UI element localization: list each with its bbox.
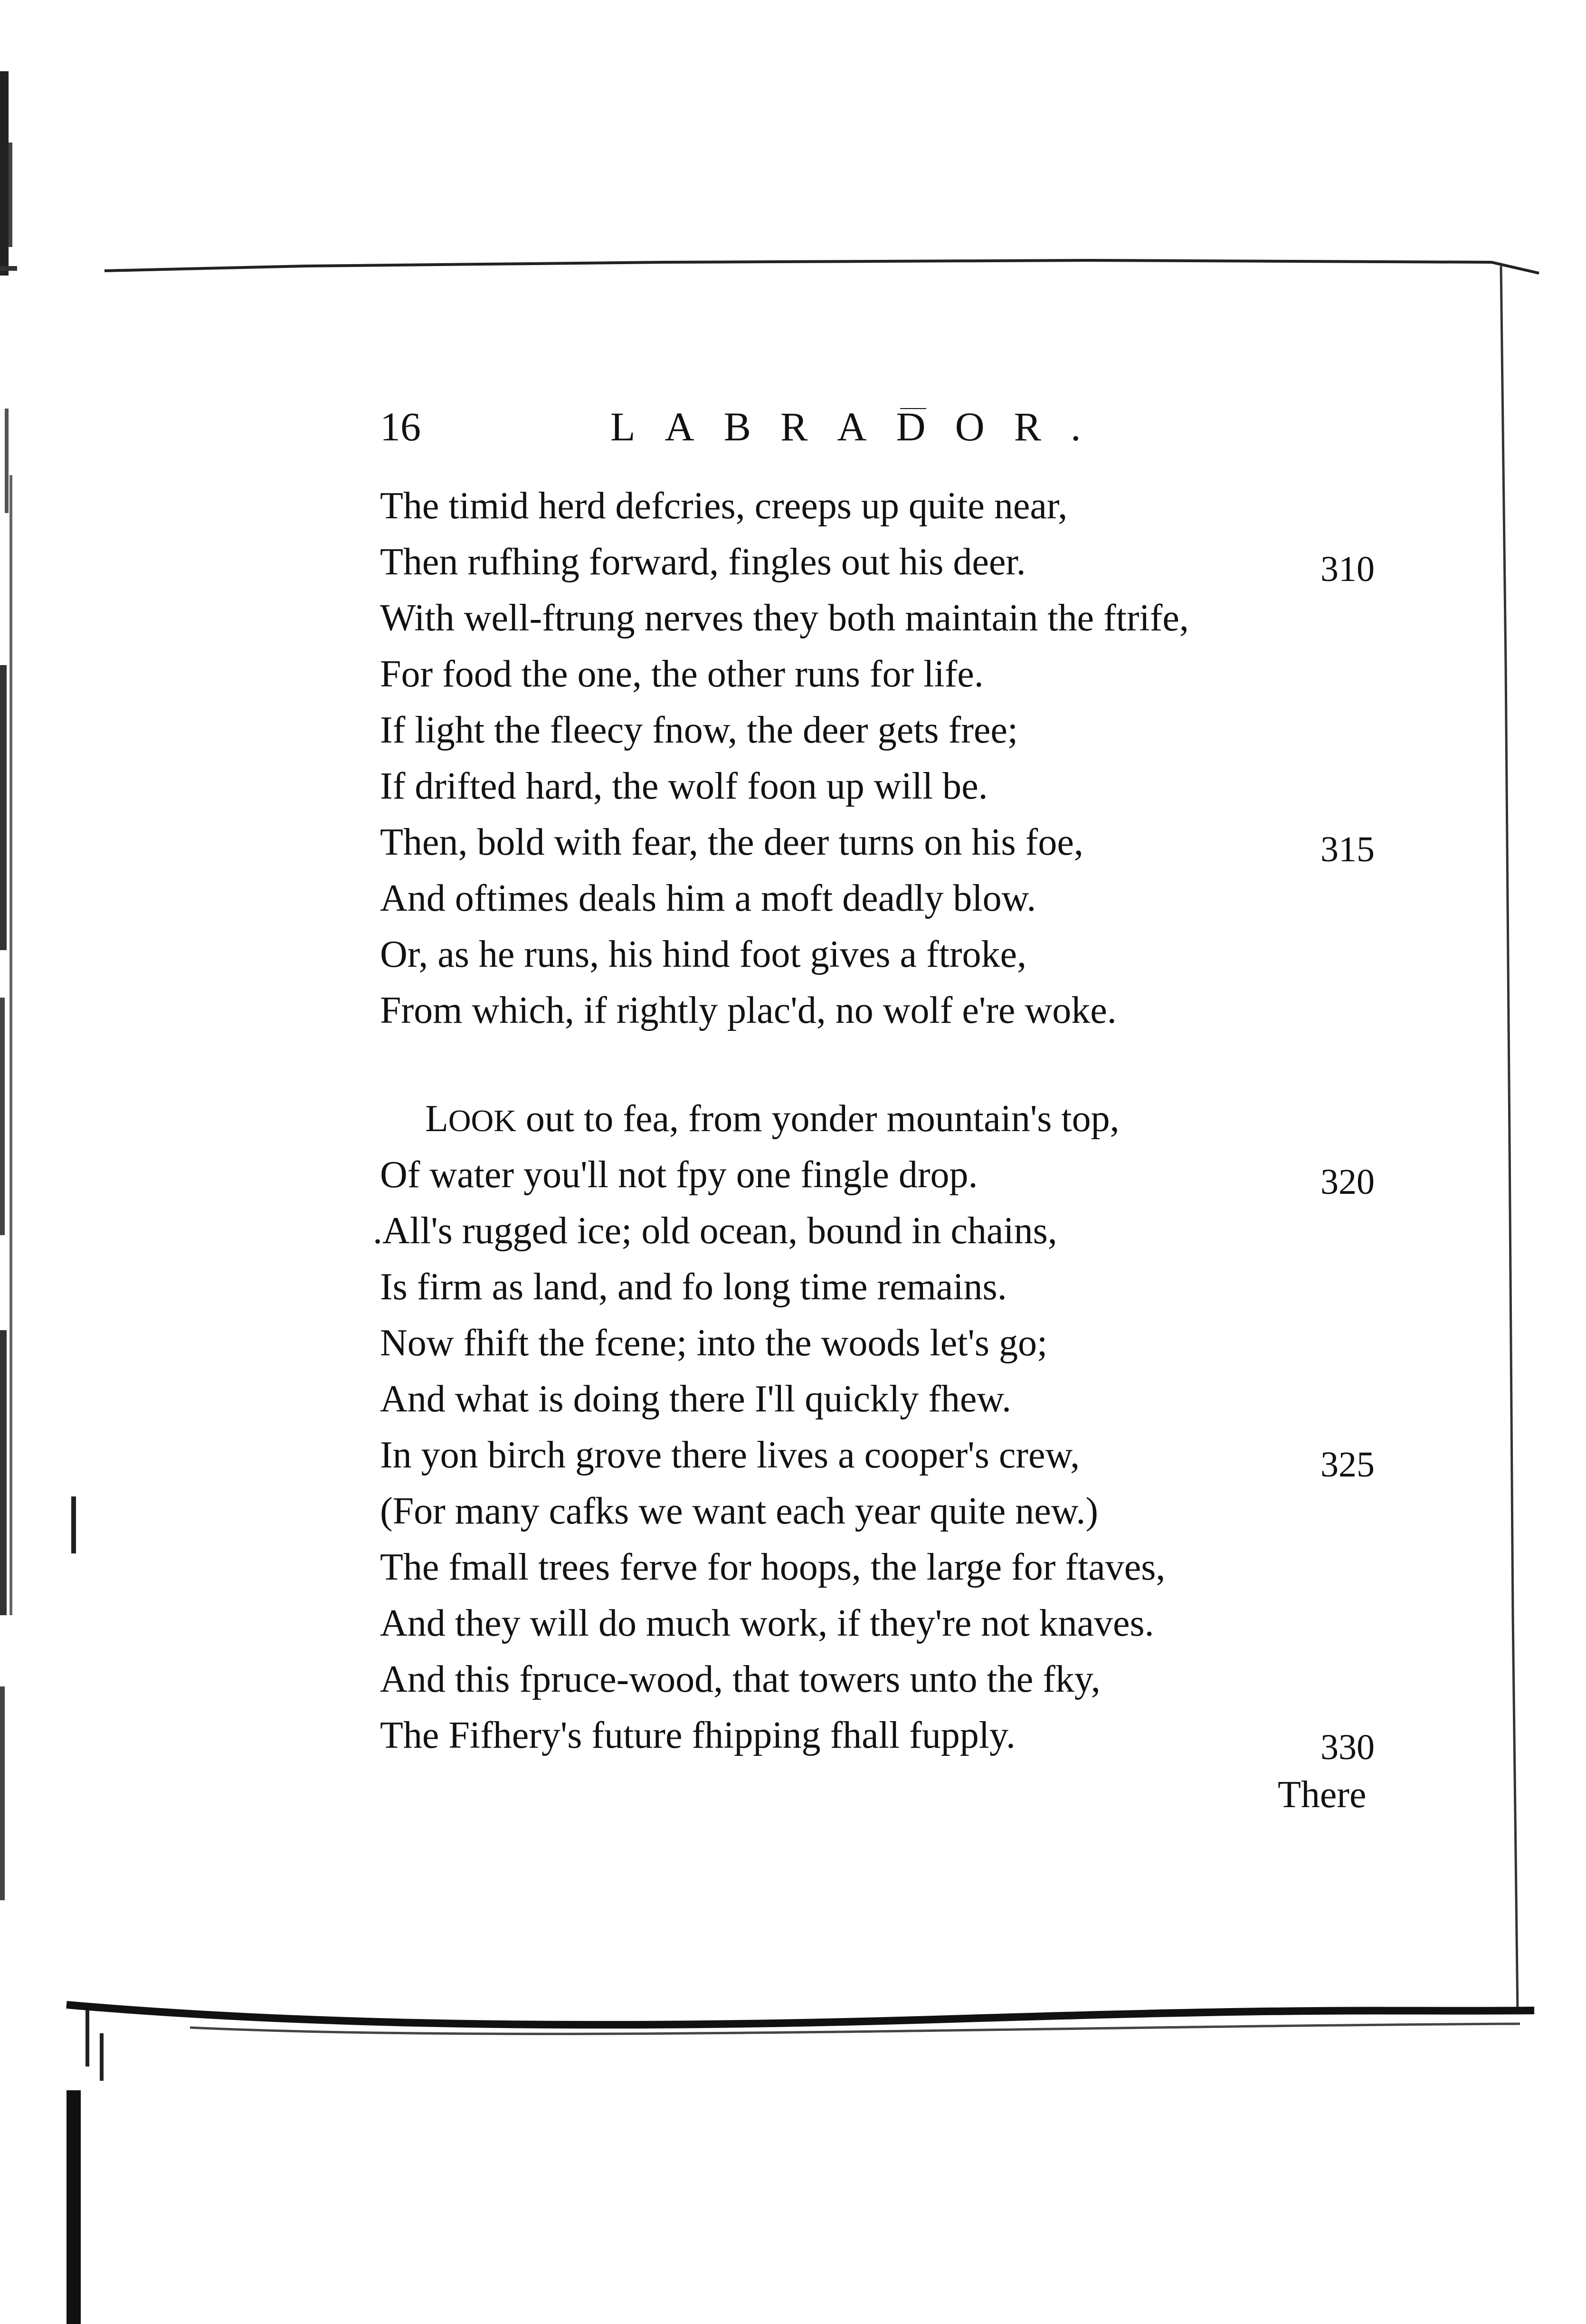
stanza2-line-4: Is firm as land, and fo long time remains.: [380, 1266, 1007, 1308]
line-number-330: 330: [1320, 1727, 1375, 1767]
stanza1-line-8: And oftimes deals him a moft deadly blow.: [380, 877, 1036, 919]
stanza2-line-11: And this fpruce-wood, that towers unto the fky,: [380, 1658, 1101, 1700]
stanza1-line-6: If drifted hard, the wolf foon up will be.: [380, 765, 988, 807]
top-page-rule: [104, 260, 1539, 273]
stanza2-line-1: [425, 1100, 1120, 1138]
stanza2-first-word-cap: L: [425, 1098, 448, 1140]
catchword: There: [1278, 1774, 1367, 1816]
line-number-315: 315: [1320, 829, 1375, 869]
stanza2-line-5: Now fhift the fcene; into the woods let's go;: [380, 1322, 1048, 1364]
stanza1-line-9: Or, as he runs, his hind foot gives a ftroke,: [380, 933, 1026, 975]
stanza1-line-7: Then, bold with fear, the deer turns on his foe,: [380, 821, 1083, 863]
stanza2-line-7: In yon birch grove there lives a cooper's crew,: [380, 1434, 1080, 1476]
stanza2-line-9: The fmall trees ferve for hoops, the large for ftaves,: [380, 1546, 1166, 1588]
stanza1-line-2: Then rufhing forward, fingles out his deer.: [380, 541, 1026, 583]
right-page-rule: [1501, 266, 1518, 2014]
stanza2-line-12: The Fifhery's future fhipping fhall fupply.: [380, 1714, 1016, 1756]
left-page-edge: [0, 0, 166, 2324]
stanza2-line-8: (For many cafks we want each year quite new.): [380, 1490, 1098, 1532]
stanza1-line-10: From which, if rightly plac'd, no wolf e're woke.: [380, 990, 1117, 1031]
stanza2-line-10: And they will do much work, if they're not knaves.: [380, 1602, 1154, 1644]
stanza1-line-4: For food the one, the other runs for life.: [380, 653, 984, 695]
line-number-320: 320: [1320, 1162, 1375, 1202]
stanza1-line-1: The timid herd defcries, creeps up quite near,: [380, 485, 1068, 527]
stanza2-line-6: And what is doing there I'll quickly fhew.: [380, 1378, 1011, 1420]
stanza2-first-word-rest: OOK: [448, 1104, 516, 1138]
stanza2-line-2: Of water you'll not fpy one fingle drop.: [380, 1154, 978, 1196]
line-number-310: 310: [1320, 549, 1375, 589]
stanza2-line-3: .All's rugged ice; old ocean, bound in chains,: [373, 1210, 1057, 1252]
stanza1-line-5: If light the fleecy fnow, the deer gets free;: [380, 709, 1018, 751]
stanza1-line-3: With well-ftrung nerves they both maintain the ftrife,: [380, 597, 1189, 639]
page-number: 16: [380, 404, 421, 449]
line-number-325: 325: [1320, 1445, 1375, 1485]
running-head: LABRADOR.: [610, 404, 1111, 449]
bottom-page-rule: [66, 2005, 1534, 2025]
stanza2-first-line-rest: out to fea, from yonder mountain's top,: [516, 1098, 1120, 1140]
